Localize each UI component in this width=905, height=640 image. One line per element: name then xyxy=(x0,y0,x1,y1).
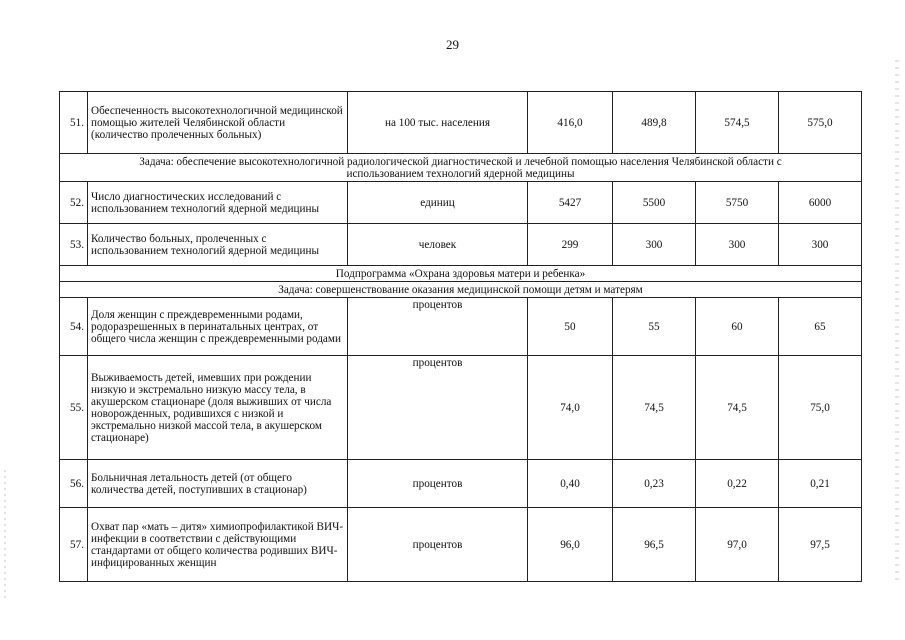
value-cell: 60 xyxy=(696,298,779,356)
value-cell: 5750 xyxy=(696,182,779,224)
value-cell: 74,0 xyxy=(528,356,613,460)
value-cell: 50 xyxy=(528,298,613,356)
task-heading: Задача: совершенствование оказания медицинской помощи детям и матерям xyxy=(60,282,862,298)
unit-cell: человек xyxy=(348,224,528,266)
value-cell: 75,0 xyxy=(779,356,862,460)
indicator-name: Больничная летальность детей (от общего количества детей, поступивших в стационар) xyxy=(88,460,348,508)
table-row xyxy=(60,224,862,266)
value-cell: 489,8 xyxy=(613,92,696,154)
scan-edge-marks xyxy=(895,60,899,580)
unit-cell: процентов xyxy=(348,460,528,508)
indicator-name: Выживаемость детей, имевших при рождении низкую и экстремально низкую массу тела, в акушерском стационаре (доля выживших от числа новорожденных, родившихся с низкой и экстремально низкой массой тела, в акушерском стационаре) xyxy=(88,356,348,460)
indicator-name: Доля женщин с преждевременными родами, родоразрешенных в перинатальных центрах, от общего числа женщин с преждевременными родами xyxy=(88,298,348,356)
indicators-table xyxy=(59,91,862,582)
row-number: 55. xyxy=(60,356,88,460)
table-row xyxy=(60,508,862,582)
value-cell: 65 xyxy=(779,298,862,356)
table-row xyxy=(60,460,862,508)
value-cell: 300 xyxy=(613,224,696,266)
task-heading: Задача: обеспечение высокотехнологичной радиологической диагностической и лечебной помощью населения Челябинской области с использованием технологий ядерной медицины xyxy=(60,154,862,182)
row-number: 51. xyxy=(60,92,88,154)
table-row xyxy=(60,298,862,356)
value-cell: 96,0 xyxy=(528,508,613,582)
value-cell: 55 xyxy=(613,298,696,356)
row-number: 56. xyxy=(60,460,88,508)
section-row xyxy=(60,154,862,182)
unit-cell: единиц xyxy=(348,182,528,224)
indicator-name: Охват пар «мать – дитя» химиопрофилактикой ВИЧ-инфекции в соответствии с действующими стандартами от общего количества родивших ВИЧ-инфицированных женщин xyxy=(88,508,348,582)
row-number: 52. xyxy=(60,182,88,224)
value-cell: 300 xyxy=(696,224,779,266)
table-row xyxy=(60,182,862,224)
value-cell: 5500 xyxy=(613,182,696,224)
value-cell: 74,5 xyxy=(613,356,696,460)
value-cell: 0,21 xyxy=(779,460,862,508)
value-cell: 575,0 xyxy=(779,92,862,154)
table-row xyxy=(60,92,862,154)
value-cell: 574,5 xyxy=(696,92,779,154)
unit-cell: процентов xyxy=(348,298,528,356)
row-number: 57. xyxy=(60,508,88,582)
indicator-name: Количество больных, пролеченных с использованием технологий ядерной медицины xyxy=(88,224,348,266)
section-row xyxy=(60,266,862,282)
indicator-name: Обеспеченность высокотехнологичной медицинской помощью жителей Челябинской области (количество пролеченных больных) xyxy=(88,92,348,154)
value-cell: 299 xyxy=(528,224,613,266)
unit-cell: процентов xyxy=(348,356,528,460)
value-cell: 96,5 xyxy=(613,508,696,582)
value-cell: 0,23 xyxy=(613,460,696,508)
value-cell: 97,5 xyxy=(779,508,862,582)
unit-cell: процентов xyxy=(348,508,528,582)
value-cell: 6000 xyxy=(779,182,862,224)
value-cell: 74,5 xyxy=(696,356,779,460)
unit-cell: на 100 тыс. населения xyxy=(348,92,528,154)
row-number: 54. xyxy=(60,298,88,356)
value-cell: 0,40 xyxy=(528,460,613,508)
indicator-name: Число диагностических исследований с использованием технологий ядерной медицины xyxy=(88,182,348,224)
subprogram-heading: Подпрограмма «Охрана здоровья матери и ребенка» xyxy=(60,266,862,282)
page-number: 29 xyxy=(446,37,459,52)
table-row xyxy=(60,356,862,460)
scan-edge-marks-left xyxy=(4,470,6,600)
section-row xyxy=(60,282,862,298)
value-cell: 0,22 xyxy=(696,460,779,508)
value-cell: 97,0 xyxy=(696,508,779,582)
value-cell: 416,0 xyxy=(528,92,613,154)
value-cell: 300 xyxy=(779,224,862,266)
value-cell: 5427 xyxy=(528,182,613,224)
row-number: 53. xyxy=(60,224,88,266)
